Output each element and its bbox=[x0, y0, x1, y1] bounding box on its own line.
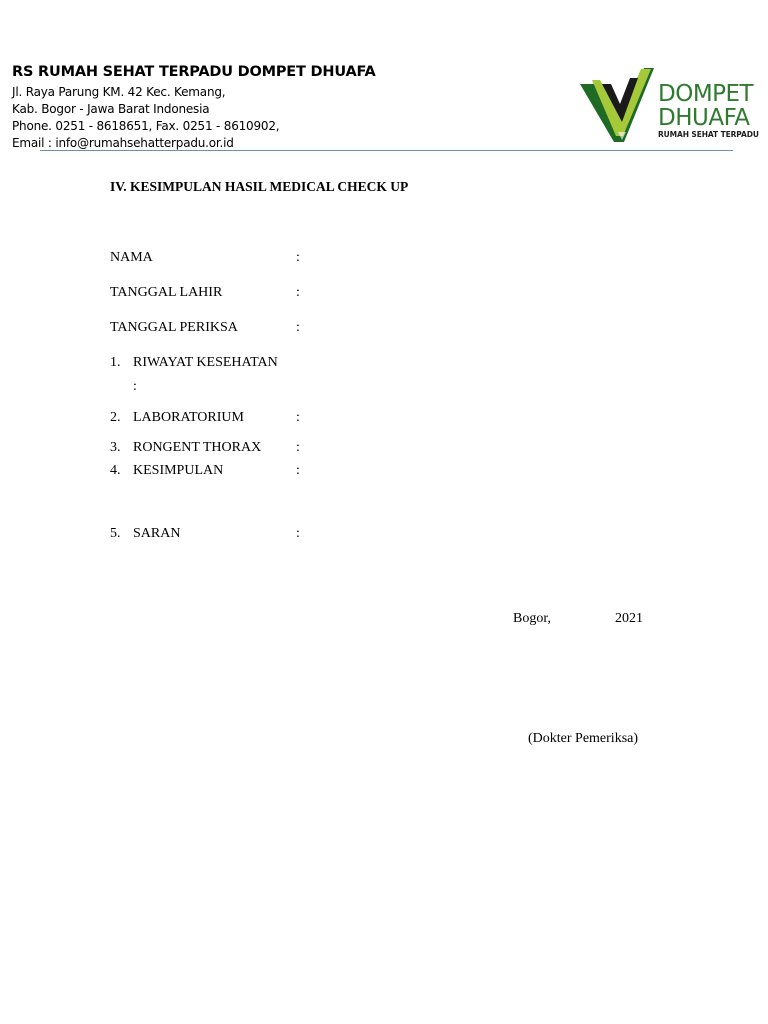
item-label: KESIMPULAN bbox=[133, 463, 224, 478]
item-number: 4. bbox=[110, 463, 121, 478]
field-colon: : bbox=[296, 410, 300, 425]
dompet-dhuafa-logo-icon bbox=[578, 66, 656, 144]
logo-word-dompet: DOMPET bbox=[658, 81, 754, 107]
signature-place: Bogor, bbox=[513, 611, 551, 626]
field-colon: : bbox=[296, 440, 300, 455]
dompet-dhuafa-logo bbox=[578, 66, 758, 146]
field-label: TANGGAL LAHIR bbox=[110, 285, 223, 300]
logo-text bbox=[658, 82, 759, 139]
field-label: NAMA bbox=[110, 250, 153, 265]
signature-year: 2021 bbox=[615, 611, 643, 626]
document-title: IV. KESIMPULAN HASIL MEDICAL CHECK UP bbox=[110, 179, 409, 194]
signer-name: (Dokter Pemeriksa) bbox=[528, 731, 639, 746]
item-label: LABORATORIUM bbox=[133, 410, 244, 425]
item-label: SARAN bbox=[133, 526, 181, 541]
hospital-name: RS RUMAH SEHAT TERPADU DOMPET DHUAFA bbox=[12, 64, 376, 80]
item-number: 5. bbox=[110, 526, 121, 541]
item-label: RIWAYAT KESEHATAN bbox=[133, 355, 278, 370]
field-colon: : bbox=[296, 526, 300, 541]
item-number: 1. bbox=[110, 355, 121, 370]
item-number: 2. bbox=[110, 410, 121, 425]
field-colon: : bbox=[296, 250, 300, 265]
hospital-info bbox=[12, 64, 376, 152]
field-label: TANGGAL PERIKSA bbox=[110, 320, 238, 335]
header-divider bbox=[40, 150, 733, 151]
logo-word-dhuafa: DHUAFA bbox=[658, 105, 750, 131]
email-line: Email : info@rumahsehatterpadu.or.id bbox=[12, 136, 234, 150]
logo-subtitle: RUMAH SEHAT TERPADU bbox=[658, 130, 759, 139]
address-line: Kab. Bogor - Jawa Barat Indonesia bbox=[12, 102, 210, 116]
item-number: 3. bbox=[110, 440, 121, 455]
item-label: RONGENT THORAX bbox=[133, 440, 262, 455]
phone-line: Phone. 0251 - 8618651, Fax. 0251 - 8610902, bbox=[12, 119, 280, 133]
address-line: Jl. Raya Parung KM. 42 Kec. Kemang, bbox=[12, 85, 226, 99]
field-colon: : bbox=[133, 379, 137, 394]
field-colon: : bbox=[296, 320, 300, 335]
field-colon: : bbox=[296, 463, 300, 478]
field-colon: : bbox=[296, 285, 300, 300]
